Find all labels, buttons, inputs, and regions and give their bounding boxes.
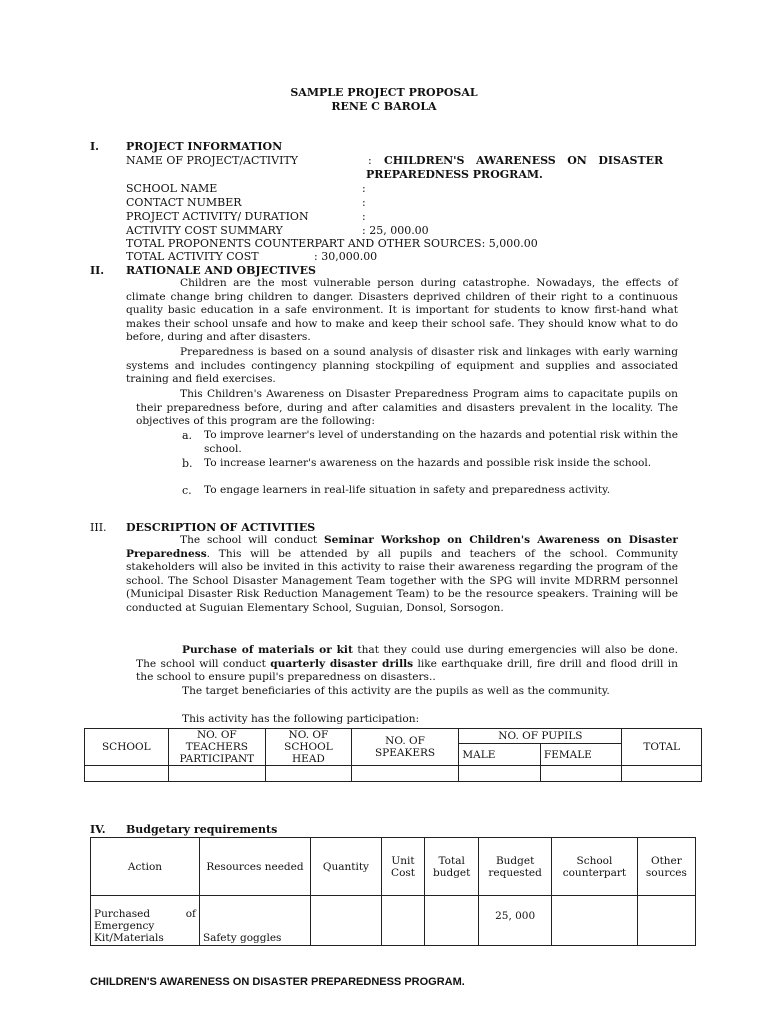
info-sep-duration: : xyxy=(362,210,366,223)
cell-empty xyxy=(622,766,702,782)
cell-empty xyxy=(540,766,622,782)
section-1-heading: PROJECT INFORMATION xyxy=(126,140,283,153)
cell-empty xyxy=(85,766,169,782)
activities-p1-bold: Seminar Workshop on Children's Awareness on Disaster Preparedness xyxy=(126,534,678,560)
table-row xyxy=(91,896,696,946)
budget-table xyxy=(90,837,696,946)
col-male: MALE xyxy=(459,744,541,766)
budget-col-resources: Resources needed xyxy=(199,838,310,896)
col-speakers: NO. OF SPEAKERS xyxy=(351,729,459,766)
info-value-cost: : 25, 000.00 xyxy=(362,224,429,237)
activities-p2-b: that they could use during emergencies will also be done. The school will conduct xyxy=(136,644,679,670)
col-female: FEMALE xyxy=(540,744,622,766)
rationale-paragraph-2 xyxy=(126,346,678,387)
objective-b-text: To increase learner's awareness on the hazards and possible risk inside the school. xyxy=(204,457,652,469)
info-sep-contact: : xyxy=(362,196,366,209)
col-school: SCHOOL xyxy=(85,729,169,766)
budget-col-requested: Budget requested xyxy=(479,838,552,896)
budget-col-other: Other sources xyxy=(637,838,695,896)
info-sep-project: : xyxy=(368,154,372,167)
budget-cell-action: Purchased of Emergency Kit/Materials xyxy=(91,896,200,946)
col-pupils: NO. OF PUPILS xyxy=(459,729,622,744)
info-label-duration: PROJECT ACTIVITY/ DURATION xyxy=(126,210,309,223)
col-school-head: NO. OF SCHOOL HEAD xyxy=(266,729,352,766)
section-2-heading: RATIONALE AND OBJECTIVES xyxy=(126,264,316,277)
activities-p1-c: . This will be attended by all pupils and teachers of the school. Community stakeholders will also be invited in this activity to raise their awareness regarding the program of the school. The School Disaster Management Team together with the SPG will invite MDRRM personnel (Municipal Disaster Risk Reduction Management Team) to be the resource speakers. Training will be conducted at Suguian Elementary School, Suguian, Donsol, Sorsogon. xyxy=(126,547,678,614)
cell-empty xyxy=(637,896,695,946)
rationale-paragraph-1 xyxy=(126,277,678,345)
objective-a-text: To improve learner's level of understanding on the hazards and potential risk within the school. xyxy=(204,429,678,455)
participation-table xyxy=(84,728,702,782)
cell-empty xyxy=(552,896,638,946)
activities-paragraph-3: The target beneficiaries of this activity are the pupils as well as the community. xyxy=(182,685,610,697)
budget-col-quantity: Quantity xyxy=(310,838,381,896)
rationale-paragraph-3 xyxy=(136,388,678,429)
info-label-project: NAME OF PROJECT/ACTIVITY xyxy=(126,154,299,167)
activities-paragraph-1 xyxy=(126,534,678,616)
activities-p2-d: like earthquake drill, fire drill and flood drill in the school to ensure pupil's preparedness on disasters.. xyxy=(136,657,678,684)
info-label-school: SCHOOL NAME xyxy=(126,182,218,195)
objective-c-letter: c. xyxy=(182,484,192,497)
info-label-cost: ACTIVITY COST SUMMARY xyxy=(126,224,283,237)
section-4-heading: Budgetary requirements xyxy=(126,823,278,836)
budget-col-counterpart: School counterpart xyxy=(552,838,638,896)
section-1-number: I. xyxy=(90,140,99,153)
objective-c-text: To engage learners in real-life situation in safety and preparedness activity. xyxy=(204,484,611,496)
activities-p2-bold-c: quarterly disaster drills xyxy=(270,657,414,670)
document-title: SAMPLE PROJECT PROPOSAL xyxy=(290,86,478,99)
info-value-total: : 30,000.00 xyxy=(314,250,378,263)
cell-empty xyxy=(168,766,266,782)
budget-col-unit-cost: Unit Cost xyxy=(381,838,424,896)
activities-paragraph-2 xyxy=(136,644,678,685)
document-author: RENE C BAROLA xyxy=(331,100,437,113)
budget-col-total-budget: Total budget xyxy=(425,838,479,896)
cell-empty xyxy=(381,896,424,946)
section-3-number: III. xyxy=(90,521,107,534)
section-4-number: IV. xyxy=(90,823,106,836)
table-row xyxy=(85,766,702,782)
info-value-project: CHILDREN'S AWARENESS ON DISASTER xyxy=(384,154,664,167)
info-label-contact: CONTACT NUMBER xyxy=(126,196,242,209)
cell-empty xyxy=(351,766,459,782)
budget-col-action: Action xyxy=(91,838,200,896)
cell-empty xyxy=(266,766,352,782)
objective-b-letter: b. xyxy=(182,457,193,470)
activities-paragraph-4: This activity has the following participation: xyxy=(182,713,420,725)
section-3-heading: DESCRIPTION OF ACTIVITIES xyxy=(126,521,316,534)
footer-title: CHILDREN'S AWARENESS ON DISASTER PREPAREDNESS PROGRAM. xyxy=(90,976,465,988)
cell-empty xyxy=(425,896,479,946)
rationale-paragraph-1-text: Children are the most vulnerable person during catastrophe. Nowadays, the effects of climate change bring children to danger. Disasters deprived children of their right to a continuous quality basic education in a safe environment. It is important for students to know first-hand what makes their school unsafe and how to make and keep their school safe. They should know what to do before, during and after disasters. xyxy=(126,277,678,344)
info-label-total: TOTAL ACTIVITY COST xyxy=(126,250,259,263)
col-teachers: NO. OF TEACHERS PARTICIPANT xyxy=(168,729,266,766)
cell-empty xyxy=(310,896,381,946)
info-value-project-line2: PREPAREDNESS PROGRAM. xyxy=(366,168,543,181)
rationale-paragraph-2-text: Preparedness is based on a sound analysis of disaster risk and linkages with early warning systems and includes contingency planning stockpiling of equipment and supplies and associated training and field exercises. xyxy=(126,346,678,386)
budget-cell-resources: Safety goggles xyxy=(199,896,310,946)
activities-p2-bold-a: Purchase of materials or kit xyxy=(182,644,353,656)
budget-cell-requested: 25, 000 xyxy=(479,896,552,946)
info-sep-school: : xyxy=(362,182,366,195)
rationale-paragraph-3-text: This Children's Awareness on Disaster Preparedness Program aims to capacitate pupils on their preparedness before, during and after calamities and disasters prevalent in the locality. The objectives of this program are the following: xyxy=(136,388,678,428)
objective-a-letter: a. xyxy=(182,429,193,442)
col-total: TOTAL xyxy=(622,729,702,766)
activities-p1-a: The school will conduct xyxy=(180,534,325,546)
cell-empty xyxy=(459,766,541,782)
info-proponents: TOTAL PROPONENTS COUNTERPART AND OTHER SOURCES: 5,000.00 xyxy=(126,237,538,250)
section-2-number: II. xyxy=(90,264,105,277)
